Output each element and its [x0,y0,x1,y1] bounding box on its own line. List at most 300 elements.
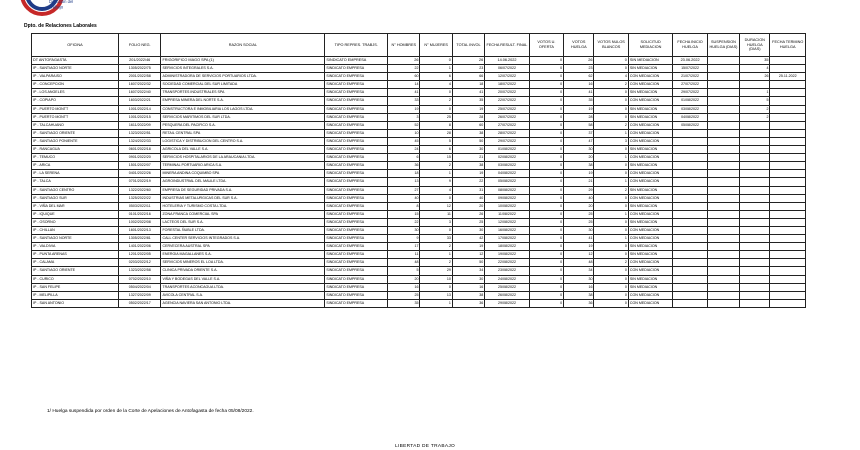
table-cell [740,267,770,275]
table-cell: TERMINAL PORTUARIO ARICA S.A. [161,162,325,170]
table-cell: SINDICATO EMPRESA [325,186,388,194]
table-cell: IP - CALAMA [32,259,119,267]
table-cell: 1 [594,129,628,137]
table-cell: 0 [529,129,563,137]
table-cell: 25 [452,218,484,226]
table-cell: 45 [388,137,420,145]
table-cell: 1305/2022/81 [119,235,161,243]
table-cell: IP - LA SERENA [32,170,119,178]
table-cell [673,218,707,226]
table-cell [770,283,806,291]
table-cell: CON MEDIACION [628,73,673,81]
table-cell [740,210,770,218]
table-row [32,129,806,137]
table-cell: ZONA FRANCA COMERCIAL SPA [161,210,325,218]
table-cell: CON MEDIACION [628,121,673,129]
table-cell [770,121,806,129]
table-cell: SERVICIOS INTEGRALES S.A. [161,65,325,73]
table-cell: AGROINDUSTRIAL DEL MAULE LTDA. [161,178,325,186]
table-cell: 0503/2022/11 [119,202,161,210]
table-cell [673,251,707,259]
table-cell: 27/07/2022 [673,81,707,89]
table-cell [740,259,770,267]
table-cell: SINDICATO EMPRESA [325,105,388,113]
table-cell [673,243,707,251]
table-cell [770,154,806,162]
table-cell: SINDICATO EMPRESA [325,299,388,307]
table-cell [673,154,707,162]
table-cell: 58 [564,121,594,129]
table-cell: 26/07/2022 [485,113,530,121]
table-cell [707,146,739,154]
table-cell: AVICOLA CENTRAL S.A. [161,291,325,299]
table-cell [740,275,770,283]
table-cell [673,259,707,267]
table-cell: SIN MEDIACION [628,65,673,73]
table-cell: 0 [529,186,563,194]
table-cell: CON MEDIACION [628,170,673,178]
table-cell: 0 [594,267,628,275]
table-cell: 18/07/2022 [485,81,530,89]
table-cell: 1323/2022/51 [119,129,161,137]
table-cell [770,89,806,97]
table-cell [740,81,770,89]
table-cell: 6 [388,154,420,162]
table-cell: AGENCIA NAVIERA SAN ANTONIO LTDA. [161,299,325,307]
table-cell: 2 [740,113,770,121]
table-cell [707,137,739,145]
table-cell [673,146,707,154]
table-cell [707,178,739,186]
table-cell: 0601/2022/18 [119,146,161,154]
table-cell [707,210,739,218]
table-cell: CON MEDIACION [628,137,673,145]
table-row [32,299,806,307]
table-cell: FORESTAL ÑUBLE LTDA. [161,226,325,234]
table-cell: IP - RANCAGUA [32,146,119,154]
table-cell: 1 [594,235,628,243]
table-cell: 23 [452,65,484,73]
table-cell: 0 [594,97,628,105]
table-cell: 14 [388,81,420,89]
column-header: DURACION HUELGA (DIAS) [740,34,770,57]
table-cell: IP - SANTIAGO NORTE [32,235,119,243]
table-cell [707,57,739,65]
table-cell: 0 [594,146,628,154]
table-cell: 1501/2022/07 [119,162,161,170]
column-header: VOTOS NULOS BLANCOS [594,34,628,57]
table-cell [673,186,707,194]
table-cell [707,235,739,243]
table-cell: IP - SANTIAGO CENTRO [32,186,119,194]
table-cell: SINDICATO EMPRESA [325,97,388,105]
table-cell: 42 [452,235,484,243]
table-cell [707,226,739,234]
table-cell: SIN MEDIACION [628,186,673,194]
table-cell [673,299,707,307]
table-cell: SINDICATO EMPRESA [325,283,388,291]
table-cell: PESQUERA DEL PACIFICO S.A. [161,121,325,129]
table-cell [770,170,806,178]
table-cell: 48 [388,259,420,267]
table-cell: 11 [420,210,452,218]
table-cell: 0 [420,105,452,113]
table-cell: 41 [388,89,420,97]
table-cell: 08/08/2022 [485,186,530,194]
table-cell [707,218,739,226]
table-cell: FRIGORIFICO MAGO SPA (1) [161,57,325,65]
table-cell [740,243,770,251]
table-cell: 5 [420,137,452,145]
table-row [32,73,806,81]
table-cell: 0 [529,162,563,170]
table-cell: 201/2022/46 [119,57,161,65]
table-cell: SINDICATO EMPRESA [325,202,388,210]
table-cell: CON MEDIACION [628,210,673,218]
table-cell: 1611/2022/09 [119,121,161,129]
table-cell: 21 [564,178,594,186]
table-cell: SINDICATO EMPRESA [325,113,388,121]
table-cell: LACTEOS DEL SUR S.A. [161,218,325,226]
table-cell [707,89,739,97]
table-cell: 25 [564,210,594,218]
column-header: VOTOS HUELGA [564,34,594,57]
table-cell: SINDICATO EMPRESA [325,259,388,267]
table-cell: 0701/2022/19 [119,178,161,186]
table-cell: 38 [452,162,484,170]
table-cell: SINDICATO EMPRESA [325,235,388,243]
table-cell: 30 [452,275,484,283]
table-cell: 50 [452,259,484,267]
table-cell: 0901/2022/20 [119,154,161,162]
table-header-row [32,34,806,57]
table-row [32,146,806,154]
table-cell: 60 [388,73,420,81]
brand-line-1: Dirección del [49,0,74,4]
table-cell: 50 [452,137,484,145]
table-row [32,259,806,267]
table-cell [740,178,770,186]
table-cell: 0 [594,170,628,178]
table-row [32,251,806,259]
table-body [32,57,806,308]
table-cell [707,121,739,129]
table-cell [770,226,806,234]
table-cell: 36 [388,162,420,170]
table-cell [740,121,770,129]
table-cell [770,105,806,113]
table-cell: 3 [420,218,452,226]
table-cell: 26 [388,57,420,65]
table-cell: 0 [529,178,563,186]
table-cell: 28 [564,113,594,121]
table-cell: ADMINISTRADORA DE SERVICIOS PORTUARIOS LTDA. [161,73,325,81]
table-cell: 1323/2022/58 [119,267,161,275]
table-cell: 29 [564,186,594,194]
table-cell [770,113,806,121]
table-cell [770,202,806,210]
table-cell [673,162,707,170]
table-cell: 0 [420,283,452,291]
table-cell [673,275,707,283]
table-cell: 0 [594,105,628,113]
table-cell: 0 [529,137,563,145]
table-cell [707,299,739,307]
table-cell: 1607/2022/40 [119,89,161,97]
table-cell: 1305/2022/75 [119,65,161,73]
table-cell [770,178,806,186]
table-cell [673,235,707,243]
table-cell: 4 [420,186,452,194]
table-cell: 19 [452,105,484,113]
table-cell: 23.06.2022 [673,57,707,65]
table-cell: 14.06.2022 [485,57,530,65]
table-cell: 29 [420,267,452,275]
table-cell: CON MEDIACION [628,259,673,267]
column-header: TOTAL INVOL [452,34,484,57]
table-cell: IP - PUERTO MONTT [32,105,119,113]
table-cell: 0 [529,218,563,226]
table-cell [707,243,739,251]
table-cell: 0 [529,275,563,283]
table-row [32,57,806,65]
table-row [32,162,806,170]
table-cell: 26 [564,57,594,65]
table-row [32,113,806,121]
table-cell: 19 [388,105,420,113]
table-cell: 1327/2022/09 [119,291,161,299]
table-cell: 0 [594,226,628,234]
direccion-del-trabajo-logo [18,0,102,20]
table-cell [707,283,739,291]
table-cell: TRANSPORTES ACONCAGUA LTDA. [161,283,325,291]
table-cell: 30 [452,226,484,234]
table-cell: 19 [452,170,484,178]
table-cell: SINDICATO EMPRESA [325,89,388,97]
table-cell: 6 [420,73,452,81]
table-cell: 2 [740,105,770,113]
table-cell: 28/07/2022 [485,129,530,137]
table-cell: 1324/2022/33 [119,137,161,145]
table-cell: RETAIL CENTRAL SPA [161,129,325,137]
table-cell [770,299,806,307]
table-cell: 48 [564,259,594,267]
table-cell: 0 [420,194,452,202]
table-cell: 0 [594,283,628,291]
table-cell: 26 [452,210,484,218]
table-cell [770,137,806,145]
table-row [32,178,806,186]
table-cell [673,291,707,299]
table-cell: IP - SAN ANTONIO [32,299,119,307]
table-cell: SIN MEDIACION [628,243,673,251]
table-cell: 1401/2022/06 [119,243,161,251]
table-cell: 22 [388,65,420,73]
table-cell: SINDICATO EMPRESA [325,275,388,283]
table-cell: IP - TALCAHUANO [32,121,119,129]
table-cell: IP - MELIPILLA [32,291,119,299]
table-cell: 26/08/2022 [485,291,530,299]
table-cell: SINDICATO EMPRESA [325,178,388,186]
table-cell: 1 [740,89,770,97]
table-cell: SINDICATO EMPRESA [325,243,388,251]
table-cell: 12/08/2022 [485,218,530,226]
table-cell: IP - SANTIAGO NORTE [32,65,119,73]
table-cell: SINDICATO EMPRESA [325,81,388,89]
table-cell [740,283,770,291]
table-cell [770,97,806,105]
table-cell: MINERA ANDINA COQUIMBO SPA [161,170,325,178]
table-cell [673,194,707,202]
table-cell [673,210,707,218]
table-cell: 25/07/2022 [485,105,530,113]
table-cell: 04/08/2022 [673,113,707,121]
table-cell: 30 [388,226,420,234]
table-cell: SINDICATO EMPRESA [325,170,388,178]
table-cell: 34 [452,267,484,275]
table-cell: 36 [564,299,594,307]
table-cell: IP - VALPARAISO [32,73,119,81]
table-cell: 17 [388,243,420,251]
strike-data-table [31,33,806,308]
table-cell: 0 [529,259,563,267]
table-cell: 1001/2022/15 [119,113,161,121]
table-cell: 1603/2022/21 [119,97,161,105]
table-cell: 04/08/2022 [485,170,530,178]
table-cell: CON MEDIACION [628,267,673,275]
table-cell: 0 [420,226,452,234]
table-row [32,202,806,210]
table-cell: 34 [564,267,594,275]
table-cell: 6 [420,146,452,154]
table-cell: 31 [452,186,484,194]
table-cell: 2 [594,81,628,89]
table-cell: 25.11.2022 [770,73,806,81]
table-cell: IP - CHILLAN [32,226,119,234]
table-cell: 2 [420,162,452,170]
table-cell [740,137,770,145]
table-cell: 0 [529,89,563,97]
table-cell: IP - LOS ANGELES [32,89,119,97]
table-cell [707,275,739,283]
table-cell: 33 [420,235,452,243]
column-header: SOLICITUD MEDIACION [628,34,673,57]
table-cell: SOCIEDAD COMERCIAL DEL SUR LIMITADA [161,81,325,89]
table-cell: 0504/2022/04 [119,283,161,291]
table-cell: 03/08/2022 [673,105,707,113]
table-cell: 0 [594,202,628,210]
table-cell: 2001/2022/58 [119,73,161,81]
table-cell: 10/08/2022 [485,202,530,210]
table-cell: 16 [564,81,594,89]
table-cell: IP - SANTIAGO ORIENTE [32,129,119,137]
table-cell: 40 [564,194,594,202]
table-cell: CLINICA PRIVADA ORIENTE S.A. [161,267,325,275]
table-cell: CON MEDIACION [628,178,673,186]
table-cell: 2 [420,97,452,105]
table-cell: 0 [594,243,628,251]
table-cell: 0 [594,194,628,202]
table-cell [673,170,707,178]
table-cell [740,202,770,210]
table-cell [707,73,739,81]
table-cell: CON MEDIACION [628,226,673,234]
table-cell: 19/08/2022 [485,251,530,259]
table-cell [707,186,739,194]
table-cell [707,267,739,275]
table-cell: CALL CENTER SERVICIOS INTEGRADOS S.A. [161,235,325,243]
table-cell: 28 [452,113,484,121]
table-cell: 01/08/2022 [485,146,530,154]
table-cell: 30 [452,146,484,154]
table-cell: 4 [594,73,628,81]
table-cell: 35 [388,299,420,307]
table-cell: 0 [594,89,628,97]
table-cell: CON MEDIACION [628,291,673,299]
table-cell [770,210,806,218]
table-cell: SIN MEDIACION [628,202,673,210]
table-cell [770,81,806,89]
table-cell [673,202,707,210]
table-cell [707,194,739,202]
table-cell: 1 [420,65,452,73]
table-cell: 38 [452,129,484,137]
table-cell: 1001/2022/14 [119,105,161,113]
table-cell [707,251,739,259]
table-cell: 41 [564,89,594,97]
table-cell: 23/08/2022 [485,267,530,275]
table-cell: 0 [529,81,563,89]
table-cell: TRANSPORTES INDUSTRIALES SPA [161,89,325,97]
column-header: OFICINA [32,34,119,57]
table-row [32,81,806,89]
table-cell: 20 [452,202,484,210]
column-header: RAZON SOCIAL [161,34,325,57]
table-cell: CERVECERA AUSTRAL SPA [161,243,325,251]
table-cell: 0 [594,57,628,65]
table-cell: SINDICATO EMPRESA [325,194,388,202]
table-cell: SINDICATO EMPRESA [325,57,388,65]
table-cell: 0 [529,194,563,202]
table-cell: 10 [420,275,452,283]
table-cell [770,218,806,226]
table-cell: 8 [420,121,452,129]
column-header: N° HOMBRES [388,34,420,57]
table-cell: 35 [740,57,770,65]
table-cell: 0 [529,65,563,73]
table-cell: SINDICATO EMPRESA [325,146,388,154]
table-cell: 11 [388,251,420,259]
table-cell: CON MEDIACION [628,194,673,202]
table-cell: 0 [529,170,563,178]
table-cell: 12/07/2022 [485,73,530,81]
table-cell [673,129,707,137]
table-cell: 12 [452,251,484,259]
table-cell: 0 [529,57,563,65]
table-cell: 24 [388,146,420,154]
table-cell: 23 [564,65,594,73]
table-cell: 0 [529,121,563,129]
table-cell: 19 [564,105,594,113]
footnote: 1/ Huelga suspendida por orden de la Corte de Apelaciones de Antofagasta de fecha 05/08/2022. [47,409,254,414]
table-cell: 3 [594,137,628,145]
table-cell [770,235,806,243]
table-cell: IP - TALCA [32,178,119,186]
table-cell: 40 [388,194,420,202]
table-cell: SINDICATO EMPRESA [325,73,388,81]
table-cell: 8 [388,202,420,210]
table-cell [740,170,770,178]
